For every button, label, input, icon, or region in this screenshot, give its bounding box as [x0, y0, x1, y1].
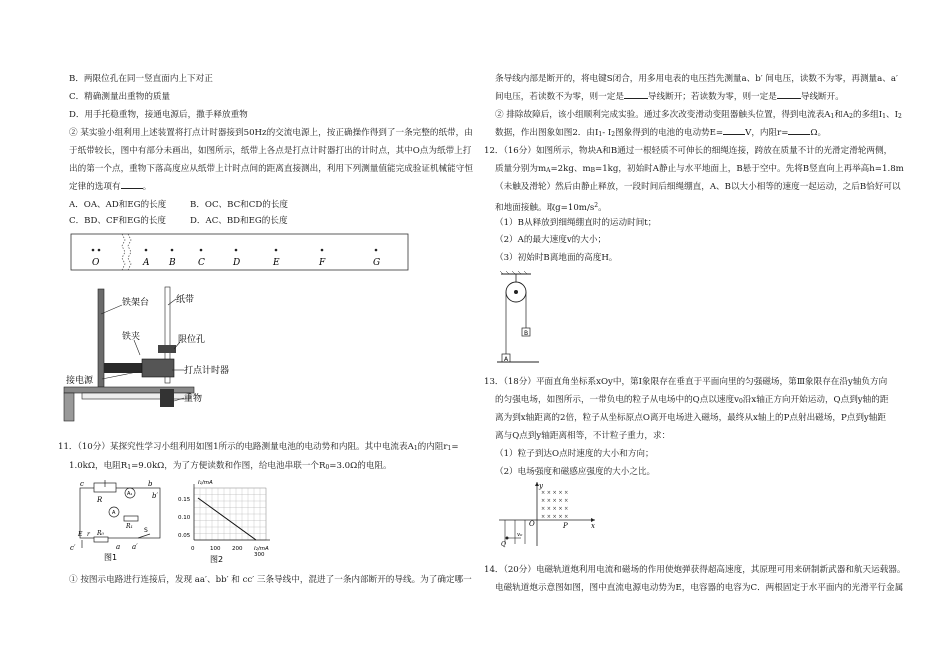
q12-line3: （未触及滑轮）然后由静止释放，一段时间后细绳绷直，A、B以大小相等的速度一起运动，之后B恰好可以	[495, 182, 901, 192]
label-cp: c′	[70, 544, 76, 552]
graph-ylabel: I₁/mA	[198, 480, 213, 486]
limit-hole-top	[158, 345, 176, 353]
q14-line1: 14．（20分）电磁轨道炮利用电流和磁场的作用使炮弹获得超高速度，其原理可用来研制新武器和航天运载器。	[484, 565, 906, 575]
blank-1	[624, 98, 648, 99]
q11-l1-text: 11．（10分）某探究性学习小组利用如图1所示的电路测量电池的电动势和内阻。其中电流表A	[58, 442, 414, 452]
switch-s	[138, 534, 150, 538]
q12-line2	[495, 164, 904, 176]
answer-blank	[121, 188, 143, 189]
r-l3-s4: 2	[898, 113, 902, 120]
coord-label-y: y	[539, 482, 543, 490]
weight-body	[160, 389, 174, 407]
r-l3-s1: 1	[830, 113, 835, 120]
option-d: D．用手托稳重物，接通电源后，撒手释放重物	[69, 110, 248, 120]
pulley-figure	[495, 270, 551, 366]
fig2-caption: 图2	[210, 555, 224, 564]
tape-label-o: O	[92, 258, 100, 268]
label-ap: a′	[132, 543, 138, 551]
q2-line4-text: 定律的选项有	[69, 182, 121, 192]
r-l4-s2: 2	[611, 131, 616, 138]
label-a1: A₁	[127, 491, 133, 497]
r-l3-b: 和A	[834, 110, 850, 120]
q13-sub1: （1）粒子到达O点时速度的大小和方向；	[495, 449, 654, 459]
graph-figure	[170, 478, 280, 564]
tape-label-b: B	[169, 258, 176, 268]
tape-dot-g	[375, 249, 378, 252]
magnetic-field-marks	[541, 490, 568, 520]
r-line3	[495, 110, 902, 122]
ytick-005: 0.05	[178, 533, 191, 539]
q12-l2-b: =2kg、m	[550, 164, 591, 174]
xtick-200: 200	[232, 546, 243, 552]
tape-label-g: G	[373, 258, 381, 268]
label-bp: b′	[152, 492, 159, 500]
coordinate-figure	[495, 480, 600, 550]
label-tape: 纸带	[176, 295, 195, 305]
label-s: S	[144, 527, 148, 534]
label-hole: 限位孔	[178, 335, 206, 345]
timer-body	[142, 359, 174, 377]
r-l3-d: 、I	[886, 110, 898, 120]
tape-label-f: F	[319, 258, 326, 268]
r-l2-b: 导线断开；若读数为零，则一定是	[647, 92, 777, 102]
q13-line4: 离与Q点到y轴距离相等，不计粒子重力，求：	[495, 431, 671, 441]
answer-b: B．OC、BC和CD的长度	[190, 200, 289, 210]
coord-label-o: O	[529, 520, 535, 528]
label-timer: 打点计时器	[184, 366, 230, 376]
label-weight: 重物	[184, 394, 203, 404]
q13-line1: 13．（18分）平面直角坐标系xOy中，第Ⅰ象限存在垂直于平面向里的匀强磁场，第Ⅲ象限存在沿y轴负方向	[484, 377, 888, 387]
q12-l2-c: =1kg，初始时A静止与水平地面上，B悬于空中。先将B竖直向上再举高h=1.8m	[595, 164, 904, 174]
coord-label-v0: v₀	[517, 532, 523, 538]
circuit-figure	[68, 478, 168, 562]
tape-dot-f	[321, 249, 324, 252]
q14-line2: 电磁轨道炮示意图如图，图中直流电源电动势为E，电容器的电容为C．两根固定于水平面内的光滑平行金属	[495, 583, 904, 593]
option-c: C．精确测量出重物的质量	[69, 92, 171, 102]
r-line1: 条导线内部是断开的，将电键S闭合，用多用电表的电压挡先测量a、b′ 间电压，读数不为零，再测量a、a′	[495, 74, 898, 84]
table-top	[64, 387, 194, 393]
answer-c: C．BD、CF和EG的长度	[69, 216, 167, 226]
tape-label-a: A	[143, 258, 150, 268]
q12-sub1: （1）B从释放到细绳绷直时的运动时间t；	[495, 218, 657, 228]
ytick-015: 0.15	[178, 497, 191, 503]
r-l3-c: 的多组I	[852, 110, 883, 120]
label-a-node: a	[116, 543, 121, 551]
resistor-r1	[124, 516, 138, 521]
r-l4-c: 图象得到的电池的电动势E=	[615, 128, 724, 138]
q2-line4	[69, 182, 151, 193]
r-l3-s3: 1	[882, 113, 886, 120]
label-stand: 铁架台	[122, 298, 150, 308]
q11-step1: ① 按图示电路进行连接后，发现 aa′、bb′ 和 cc′ 三条导线中，混进了一条内部断开的导线。为了确定哪一	[69, 575, 472, 585]
answer-d: D．AC、BD和EG的长度	[190, 216, 288, 226]
q12-l4-b: 。	[598, 203, 607, 213]
pulley-axle	[514, 290, 518, 294]
label-b: b	[148, 480, 153, 488]
xtick-0: 0	[191, 546, 195, 552]
paper-tape-figure	[70, 233, 410, 273]
option-b: B．两限位孔在同一竖直面内上下对正	[69, 74, 213, 84]
clamp-arm	[104, 363, 142, 373]
svg-text:× × × × ×: × × × × ×	[541, 514, 569, 520]
label-r1: R₁	[126, 523, 133, 530]
q11-l1-sub: 1	[413, 445, 418, 452]
label-block-b: B	[524, 330, 529, 337]
tape-label-c: C	[198, 258, 205, 268]
q12-sub2: （2）A的最大速度v的大小；	[495, 235, 607, 245]
q12-l2-s2: B	[590, 167, 596, 174]
q11-l1-b: 的内阻r	[417, 442, 448, 452]
q11-l1-d: =	[451, 442, 459, 452]
answer-a: A．OA、AD和EG的长度	[69, 200, 167, 210]
q12-line4	[495, 200, 607, 214]
label-block-a: A	[504, 356, 509, 363]
q12-l2-s1: A	[546, 167, 551, 174]
apparatus-figure	[62, 285, 262, 428]
xtick-100: 100	[210, 546, 221, 552]
tape-dot-c	[200, 249, 203, 252]
r-l2-text: 间电压，若读数不为零，则一定是	[495, 92, 624, 102]
blank-4	[788, 134, 810, 135]
tape-label-e: E	[273, 258, 280, 268]
r-line4	[495, 128, 826, 140]
label-r: R	[97, 496, 103, 504]
q11-l2-c: =3.0Ω的电阻。	[329, 461, 392, 471]
tape-dot-e	[275, 249, 278, 252]
q2-line3: 出的第一个点，重物下落高度应从纸带上计时点间的距离直接测出，利用下列测量值能完成验证机械能守恒	[69, 164, 473, 174]
q2-line2: 于纸带较长，图中有部分未画出，如图所示，纸带上各点是打点计时器打出的计时点，其中O点为纸带上打	[69, 146, 472, 156]
svg-text:× × × × ×: × × × × ×	[541, 490, 569, 496]
r-l4-d: V，内阻r=	[745, 128, 789, 138]
blank-3	[723, 134, 745, 135]
graph-xlabel: I₂/mA	[254, 546, 269, 552]
q11-line1	[58, 442, 459, 454]
q13-line2	[495, 395, 888, 407]
ytick-010: 0.10	[178, 515, 191, 521]
q13-l2-sub: 0	[738, 398, 743, 405]
label-a: A	[112, 510, 116, 516]
table-leg	[64, 393, 74, 421]
q12-l4-sup: 2	[594, 202, 599, 209]
r-l3-text: ② 排除故障后，该小组顺利完成实验。通过多次改变滑动变阻器触头位置，得到电流表A	[495, 110, 831, 120]
coord-label-x: x	[591, 522, 595, 530]
r-l4-e: Ω。	[810, 128, 827, 138]
clamp-pointer	[134, 340, 140, 355]
q11-l2-sub2: 0	[325, 464, 330, 471]
q12-line1: 12．（16分）如图所示，物块A和B通过一根轻质不可伸长的细绳连接，跨放在质量不计的光滑定滑轮两侧，	[484, 146, 893, 156]
tape-dot-a	[145, 249, 148, 252]
q13-l2-b: 沿x轴正方向开始运动，Q点到y轴的距	[742, 395, 889, 405]
q12-l4-text: 和地面接触。取g=10m/s	[495, 203, 595, 213]
r-line2	[495, 92, 844, 103]
label-c: c	[80, 480, 84, 488]
q2-line4-end: 。	[142, 182, 152, 192]
q2-line1: ② 某实验小组利用上述装置将打点计时器接到50Hz的交流电源上，按正确操作得到了一条完整的纸带，由	[69, 128, 473, 138]
q13-l2-text: 的匀强电场，如图所示，一带负电的粒子从电场中的Q点以速度v	[495, 395, 739, 405]
r-l4-s1: 1	[598, 131, 603, 138]
svg-text:× × × × ×: × × × × ×	[541, 498, 569, 504]
q13-sub2: （2）电场强度和磁感应强度的大小之比。	[495, 467, 656, 477]
q11-line2	[69, 461, 392, 473]
label-r0: R₀	[97, 530, 104, 537]
xtick-300: 300	[254, 552, 265, 558]
q11-l2-b: =9.0kΩ，为了方便读数和作图，给电池串联一个R	[131, 461, 326, 471]
tape-dot-d	[235, 249, 238, 252]
label-r-int: r	[87, 531, 90, 538]
circuit-loop	[80, 488, 160, 538]
graph-grid	[194, 488, 266, 540]
r-l2-c: 导线断开。	[800, 92, 844, 102]
r-l4-text: 数据，作出图象如图2．由I	[495, 128, 599, 138]
label-e: E	[78, 531, 83, 538]
q12-l2-text: 质量分别为m	[495, 164, 547, 174]
q13-line3: 离为到x轴距离的2倍，粒子从坐标原点O离开电场进入磁场，最终从x轴上的P点射出磁场，P点到y轴距	[495, 413, 886, 423]
q11-l1-c: 1	[447, 445, 452, 452]
stand-rod	[98, 289, 104, 387]
q12-sub3: （3）初始时B离地面的高度H。	[495, 253, 618, 263]
tape-dot-o2	[98, 249, 101, 252]
label-power: 接电源	[66, 376, 94, 386]
tape-label-d: D	[233, 258, 241, 268]
r-l4-b: - I	[602, 128, 612, 138]
r-l3-s2: 2	[849, 113, 853, 120]
svg-text:× × × × ×: × × × × ×	[541, 506, 569, 512]
coord-label-q: Q	[501, 541, 506, 548]
tape-dot-o1	[92, 249, 95, 252]
tape-dot-b	[171, 249, 174, 252]
resistor-r0	[94, 537, 108, 542]
coord-label-p: P	[563, 522, 568, 530]
q11-l2-sub: 1	[127, 464, 132, 471]
q11-l2-text: 1.0kΩ，电阻R	[69, 461, 128, 471]
blank-2	[777, 98, 801, 99]
fig1-caption: 图1	[104, 553, 118, 562]
label-clamp: 铁夹	[122, 332, 141, 342]
